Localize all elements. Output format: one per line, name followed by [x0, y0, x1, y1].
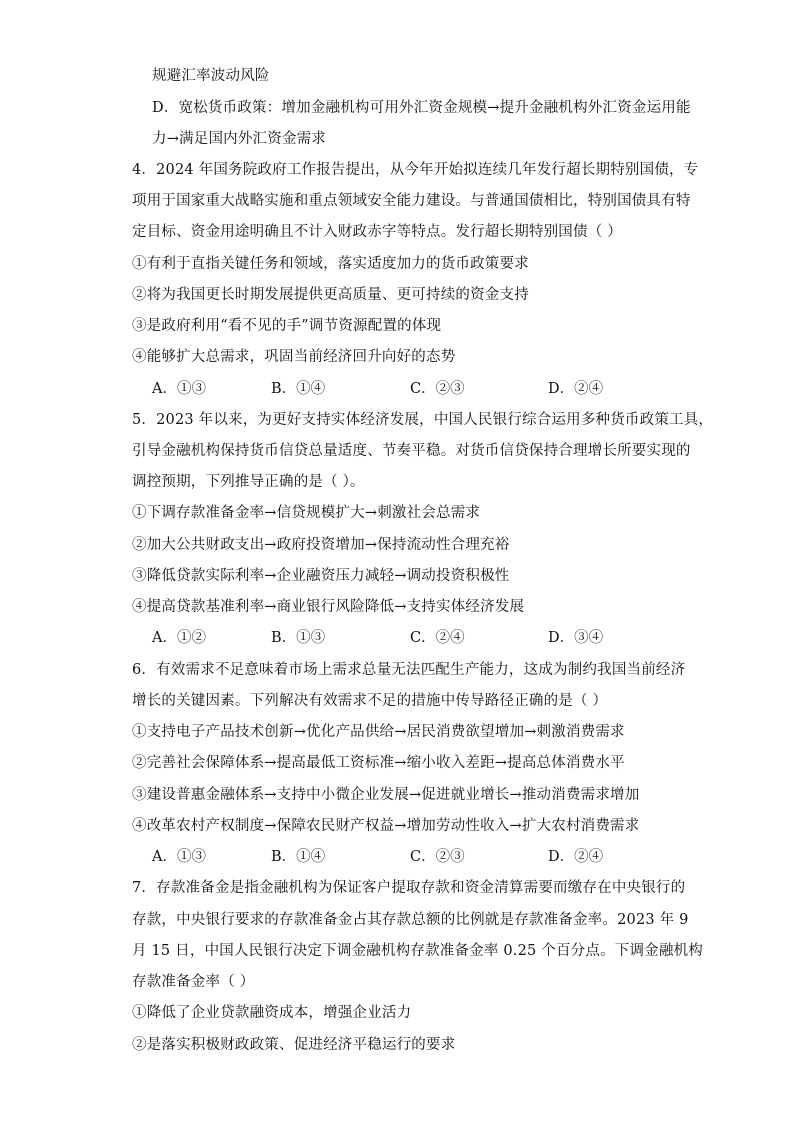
q4-item-3: ③是政府利用“看不见的手”调节资源配置的体现 [132, 318, 442, 334]
q3-option-c-continuation: 规避汇率波动风险 [152, 68, 270, 84]
q6-stem-line2: 增长的关键因素。下列解决有效需求不足的措施中传导路径正确的是（ ） [132, 693, 608, 709]
q6-item-3: ③建设普惠金融体系→支持中小微企业发展→促进就业增长→推动消费需求增加 [132, 787, 640, 803]
q6-stem-line1: 6．有效需求不足意味着市场上需求总量无法匹配生产能力，这成为制约我国当前经济 [132, 662, 686, 678]
q7-stem-line4: 存款准备金率（ ） [132, 974, 255, 990]
q3-option-d-line1: D．宽松货币政策：增加金融机构可用外汇资金规模→提升金融机构外汇资金运用能 [152, 100, 691, 116]
q4-option-d: D．②④ [548, 381, 604, 397]
q7-stem-line3: 月 15 日，中国人民银行决定下调金融机构存款准备金率 0.25 个百分点。下调金融机构 [132, 943, 703, 959]
q7-item-1: ①降低了企业贷款融资成本，增强企业活力 [132, 1005, 412, 1021]
q4-stem-line2: 项用于国家重大战略实施和重点领域安全能力建设。与普通国债相比，特别国债具有特 [132, 193, 691, 209]
q7-stem-line1: 7．存款准备金是指金融机构为保证客户提取存款和资金清算需要而缴存在中央银行的 [132, 880, 686, 896]
q7-item-2: ②是落实积极财政政策、促进经济平稳运行的要求 [132, 1037, 456, 1053]
q4-stem-line1: 4．2024 年国务院政府工作报告提出，从今年开始拟连续几年发行超长期特别国债，专 [132, 162, 699, 178]
q4-item-2: ②将为我国更长时期发展提供更高质量、更可持续的资金支持 [132, 287, 529, 303]
q5-option-b: B．①③ [271, 630, 326, 646]
q5-stem-line3: 调控预期，下列推导正确的是（ ）。 [132, 474, 365, 490]
q5-option-d: D．③④ [548, 630, 604, 646]
q4-stem-line3: 定目标、资金用途明确且不计入财政赤字等特点。发行超长期特别国债（ ） [132, 224, 622, 240]
q5-option-c: C．②④ [410, 630, 465, 646]
q4-option-b: B．①④ [271, 381, 326, 397]
q3-option-d-line2: 力→满足国内外汇资金需求 [152, 131, 327, 147]
q4-option-a: A．①③ [152, 381, 206, 397]
q4-item-1: ①有利于直指关键任务和领域，落实适度加力的货币政策要求 [132, 256, 529, 272]
q6-item-1: ①支持电子产品技术创新→优化产品供给→居民消费欲望增加→刺激消费需求 [132, 724, 625, 740]
q5-item-1: ①下调存款准备金率→信贷规模扩大→刺激社会总需求 [132, 505, 481, 521]
q5-stem-line1: 5．2023 年以来，为更好支持实体经济发展，中国人民银行综合运用多种货币政策工具， [132, 412, 714, 428]
q6-item-4: ④改革农村产权制度→保障农民财产权益→增加劳动性收入→扩大农村消费需求 [132, 818, 640, 834]
q6-option-a: A．①③ [152, 849, 206, 865]
q5-item-3: ③降低贷款实际利率→企业融资压力减轻→调动投资积极性 [132, 568, 510, 584]
q4-item-4: ④能够扩大总需求，巩固当前经济回升向好的态势 [132, 349, 456, 365]
q6-option-c: C．②③ [410, 849, 465, 865]
q7-stem-line2: 存款，中央银行要求的存款准备金占其存款总额的比例就是存款准备金率。2023 年 9 [132, 912, 689, 928]
q5-item-2: ②加大公共财政支出→政府投资增加→保持流动性合理充裕 [132, 537, 510, 553]
q6-item-2: ②完善社会保障体系→提高最低工资标准→缩小收入差距→提高总体消费水平 [132, 755, 625, 771]
q5-option-a: A．①② [152, 630, 206, 646]
q5-item-4: ④提高贷款基准利率→商业银行风险降低→支持实体经济发展 [132, 599, 525, 615]
q5-stem-line2: 引导金融机构保持货币信贷总量适度、节奏平稳。对货币信贷保持合理增长所要实现的 [132, 443, 691, 459]
q6-option-b: B．①④ [271, 849, 326, 865]
q6-option-d: D．②④ [548, 849, 604, 865]
q4-option-c: C．②③ [410, 381, 465, 397]
